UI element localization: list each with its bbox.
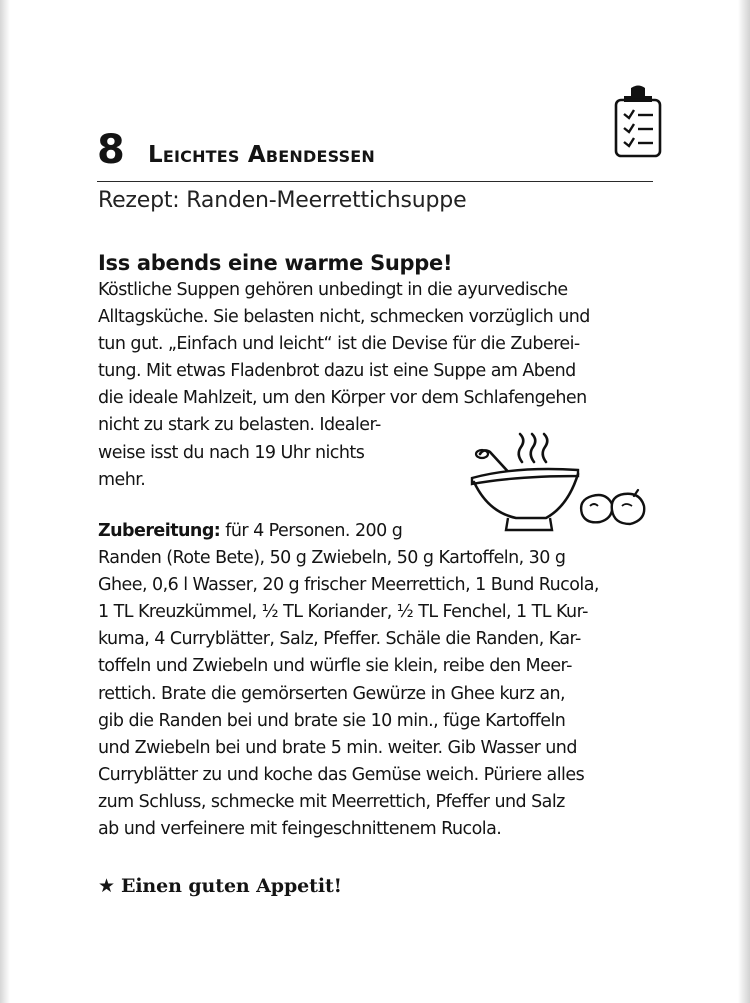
preparation-line: kuma, 4 Curryblätter, Salz, Pfeffer. Schäle die Randen, Kar- (98, 629, 581, 650)
preparation-line: Ghee, 0,6 l Wasser, 20 g frischer Meerrettich, 1 Bund Rucola, (98, 575, 599, 596)
page-edge-shadow-right (738, 0, 750, 1003)
closing-text: Einen guten Appetit! (120, 875, 342, 897)
closing-line (98, 872, 342, 900)
preparation-line: 1 TL Kreuzkümmel, ½ TL Koriander, ½ TL Fenchel, 1 TL Kur- (98, 602, 588, 623)
recipe-subtitle: Rezept: Randen-Meerrettichsuppe (98, 188, 467, 213)
preparation-first-line (98, 518, 599, 545)
intro-line: tun gut. „Einfach und leicht“ ist die Devise für die Zuberei- (98, 334, 580, 355)
intro-line: weise isst du nach 19 Uhr nichts (98, 442, 365, 463)
preparation-first-line-text: für 4 Personen. 200 g (220, 521, 403, 541)
intro-line: Köstliche Suppen gehören unbedingt in die ayurvedische (98, 280, 568, 300)
star-icon: ★ (98, 875, 115, 897)
page-edge-shadow-left (0, 0, 10, 1003)
preparation-line: gib die Randen bei und brate sie 10 min., füge Kartoffeln (98, 710, 566, 731)
preparation-paragraph (98, 518, 599, 843)
preparation-line: ab und verfeinere mit feingeschnittenem Rucola. (98, 819, 502, 840)
preparation-line: Randen (Rote Bete), 50 g Zwiebeln, 50 g Kartoffeln, 30 g (98, 548, 566, 569)
preparation-line: rettich. Brate die gemörserten Gewürze in Ghee kurz an, (98, 683, 566, 704)
preparation-line: toffeln und Zwiebeln und würfle sie klein, reibe den Meer- (98, 656, 572, 677)
preparation-label: Zubereitung: (98, 521, 221, 541)
section-heading: Iss abends eine warme Suppe! (98, 251, 453, 275)
preparation-line: zum Schluss, schmecke mit Meerrettich, Pfeffer und Salz (98, 791, 565, 812)
chapter-number: 8 (97, 127, 125, 173)
intro-line: Alltagsküche. Sie belasten nicht, schmecken vorzüglich und (98, 307, 590, 328)
intro-line: mehr. (98, 469, 146, 490)
preparation-line: Curryblätter zu und koche das Gemüse weich. Püriere alles (98, 764, 585, 785)
preparation-line: und Zwiebeln bei und brate 5 min. weiter. Gib Wasser und (98, 737, 577, 758)
clipboard-checklist-icon (612, 84, 664, 160)
header-divider (97, 181, 653, 182)
intro-line: die ideale Mahlzeit, um den Körper vor dem Schlafengehen (98, 388, 587, 409)
intro-line: nicht zu stark zu belasten. Idealer- (98, 415, 381, 436)
chapter-title: Leichtes Abendessen (148, 142, 376, 168)
intro-line: tung. Mit etwas Fladenbrot dazu ist eine Suppe am Abend (98, 361, 576, 382)
